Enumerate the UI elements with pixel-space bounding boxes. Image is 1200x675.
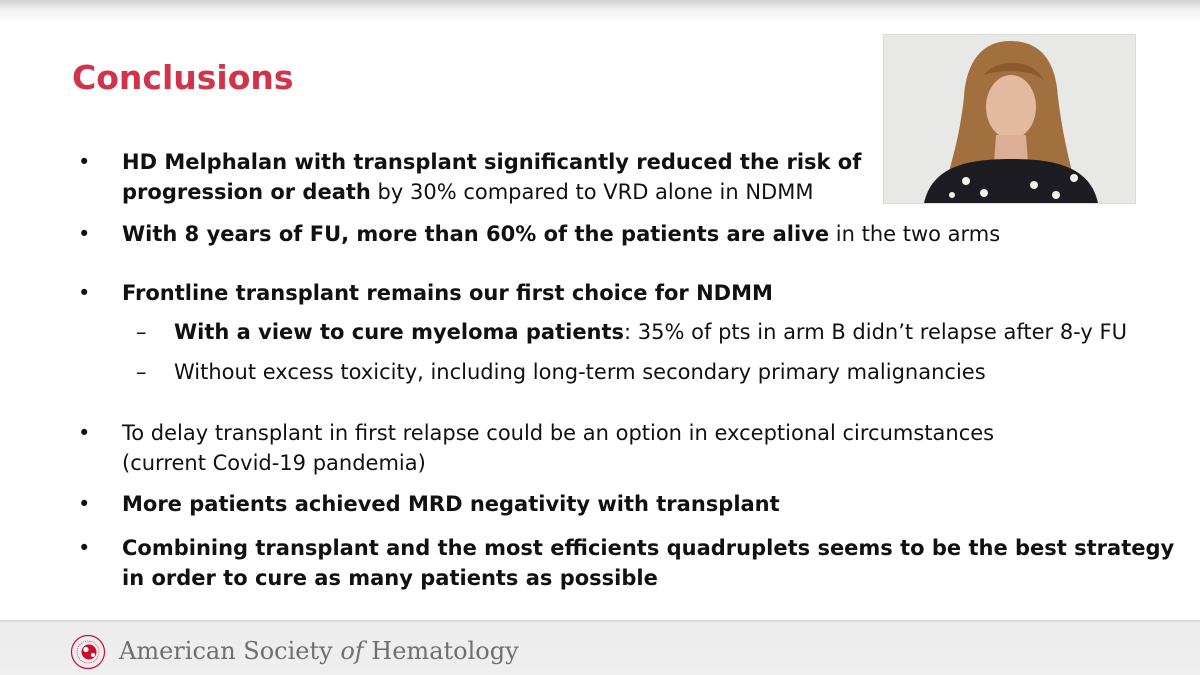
bullet-text: Without excess toxicity, including long-term secondary primary malignancies xyxy=(174,360,986,384)
bullet-text: Combining transplant and the most efficients quadruplets seems to be the best strategy xyxy=(122,536,1175,560)
org-name-part: American Society xyxy=(119,637,341,665)
bullet-text: With a view to cure myeloma patients xyxy=(174,320,625,344)
bullet-item xyxy=(78,278,773,308)
bullet-item xyxy=(78,147,862,207)
sub-bullet-marker: – xyxy=(136,360,147,384)
org-name-part: Hematology xyxy=(363,637,519,665)
org-name-of: of xyxy=(340,637,364,665)
bullet-line xyxy=(122,448,994,478)
sub-bullet-item xyxy=(136,317,1127,347)
bullet-line xyxy=(122,489,780,519)
bullet-line xyxy=(122,278,773,308)
bullet-marker: • xyxy=(78,281,91,305)
sub-bullet-marker: – xyxy=(136,320,147,344)
slide-title: Conclusions xyxy=(72,58,294,97)
ash-logo-icon xyxy=(70,634,106,670)
bullet-text: by 30% compared to VRD alone in NDMM xyxy=(370,180,814,204)
bullet-marker: • xyxy=(78,222,91,246)
bullet-line xyxy=(122,418,994,448)
bullet-text: progression or death xyxy=(122,180,371,204)
bullet-text: To delay transplant in first relapse could be an option in exceptional circumstances xyxy=(122,421,995,445)
bullet-line xyxy=(122,147,861,177)
bullet-text: in order to cure as many patients as possible xyxy=(122,566,658,590)
sub-bullet-item xyxy=(136,357,986,387)
bullet-line xyxy=(122,533,1174,563)
bullet-marker: • xyxy=(78,492,91,516)
bullet-text: in the two arms xyxy=(829,222,1001,246)
bullet-marker: • xyxy=(78,421,91,445)
bullet-text: With 8 years of FU, more than 60% of the patients are alive xyxy=(122,222,830,246)
bullet-text: Frontline transplant remains our first choice for NDMM xyxy=(122,281,773,305)
footer-bar xyxy=(0,620,1200,675)
bullet-text: HD Melphalan with transplant significantly reduced the risk of xyxy=(122,150,862,174)
bullet-marker: • xyxy=(78,536,91,560)
bullet-line xyxy=(174,357,986,387)
bullet-text: : 35% of pts in arm B didn’t relapse after 8-y FU xyxy=(624,320,1127,344)
bullet-line xyxy=(122,177,861,207)
bullet-line xyxy=(174,317,1127,347)
bullet-text: (current Covid-19 pandemia) xyxy=(122,451,426,475)
organization-name xyxy=(119,637,519,665)
bullet-item xyxy=(78,489,780,519)
bullet-item xyxy=(78,533,1175,593)
bullet-text: More patients achieved MRD negativity with transplant xyxy=(122,492,780,516)
bullet-line xyxy=(122,219,1000,249)
bullet-item xyxy=(78,219,1001,249)
bullet-line xyxy=(122,563,1174,593)
bullet-item xyxy=(78,418,995,478)
bullet-marker: • xyxy=(78,150,91,174)
